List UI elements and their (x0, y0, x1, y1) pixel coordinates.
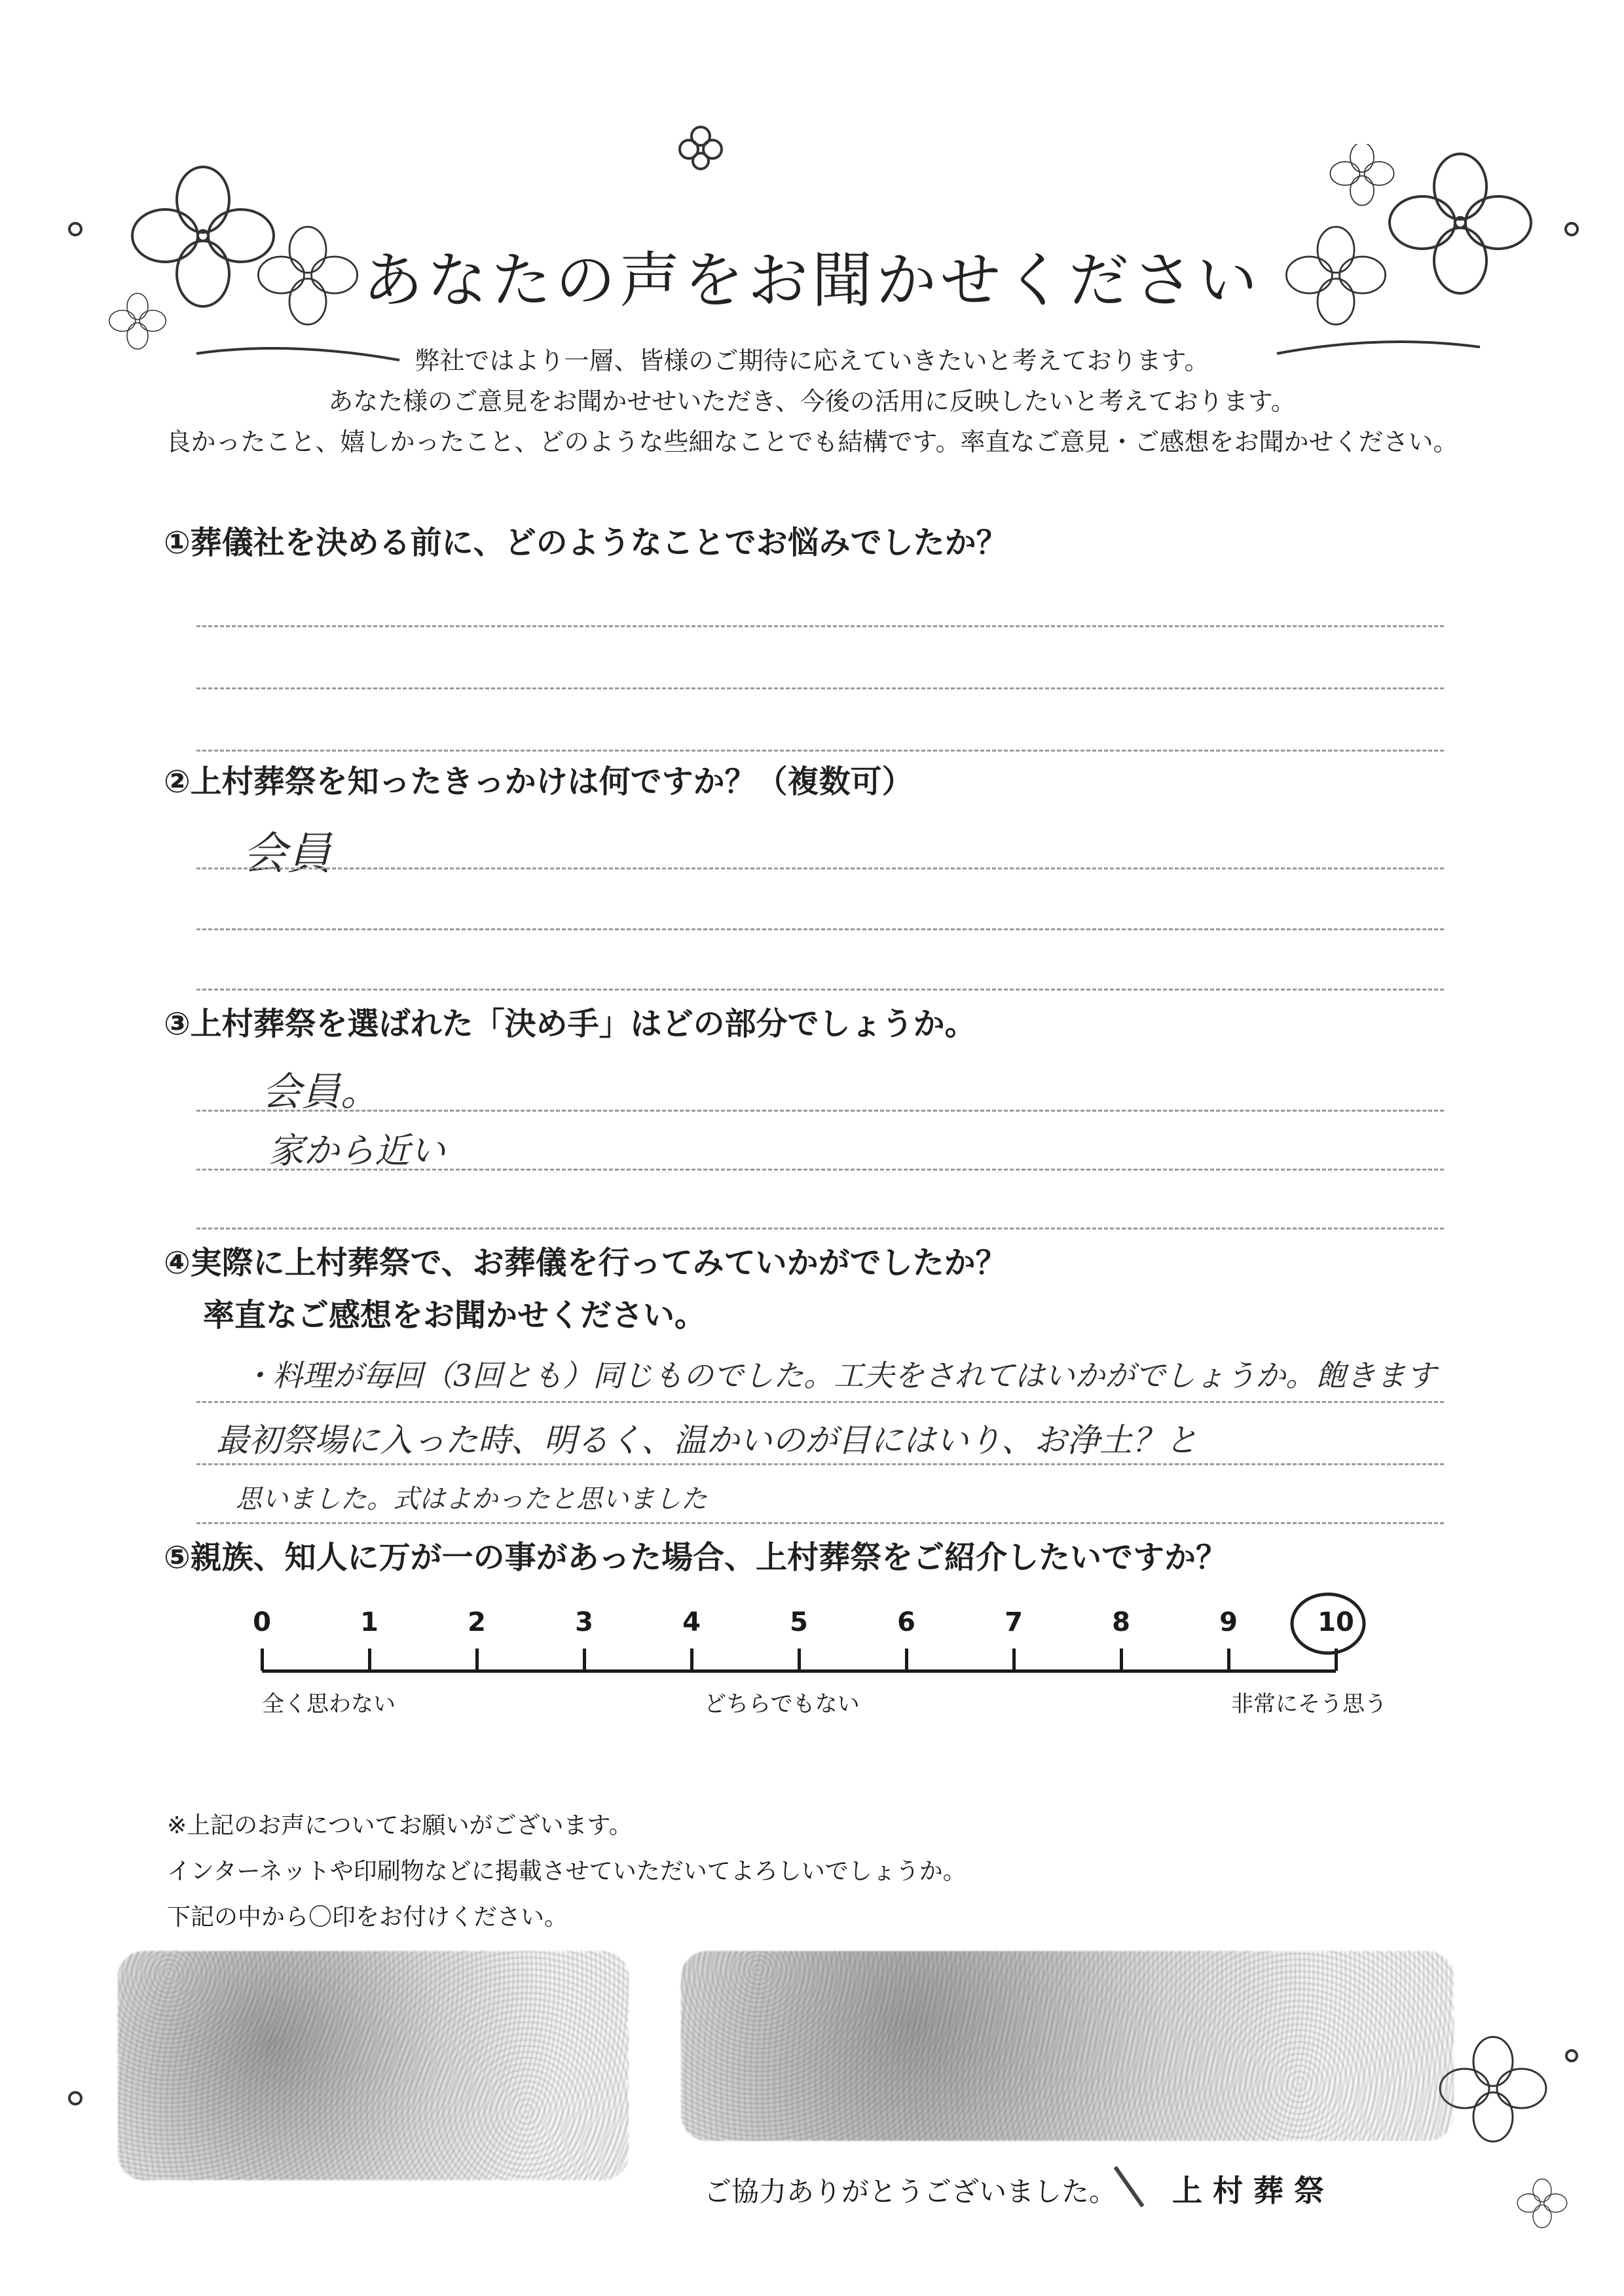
clover-flower-icon (1330, 144, 1393, 206)
scale-tick (798, 1649, 801, 1671)
scale-number: 9 (1219, 1607, 1238, 1637)
redacted-area-left (118, 1951, 629, 2180)
answer-line (196, 687, 1444, 689)
question-5-label: ⑤親族、知人に万が一の事があった場合、上村葬祭をご紹介したいですか？ (164, 1539, 1228, 1576)
clover-flower-icon (680, 127, 722, 169)
question-4-label-line-1: ④実際に上村葬祭で、お葬儀を行ってみていかがでしたか？ (164, 1245, 1007, 1281)
scale-number: 1 (360, 1607, 378, 1637)
notice-line-1: ※上記のお声についてお願いがございます。 (167, 1812, 633, 1839)
question-3-answer-line-1: 会員。 (262, 1069, 380, 1115)
answer-line (196, 1401, 1444, 1403)
notice-line-2: インターネットや印刷物などに掲載させていただいてよろしいでしょうか。 (167, 1858, 967, 1885)
scale-label-mid: どちらでもない (704, 1691, 860, 1717)
question-4-label-line-2: 率直なご感想をお聞かせください。 (203, 1297, 707, 1334)
scale-number: 4 (682, 1607, 701, 1637)
question-4-answer-line-1: ・料理が毎回（3回とも）同じものでした。工夫をされてはいかがでしょうか。飽きます (242, 1358, 1437, 1393)
scale-tick (1012, 1649, 1016, 1671)
scale-tick (261, 1649, 264, 1671)
scale-number: 3 (575, 1607, 593, 1637)
answer-line (196, 625, 1444, 627)
answer-line (196, 1228, 1444, 1230)
scale-number: 7 (1005, 1607, 1023, 1637)
scale-tick (690, 1649, 693, 1671)
scale-number: 0 (253, 1607, 271, 1637)
question-1-label: ①葬儀社を決める前に、どのようなことでお悩みでしたか？ (164, 524, 1008, 561)
answer-line (196, 1110, 1444, 1112)
selected-circle (1283, 1588, 1375, 1660)
answer-line (196, 1522, 1444, 1524)
scale-number: 2 (468, 1607, 486, 1637)
scale-tick (1120, 1649, 1123, 1671)
answer-line (196, 750, 1444, 752)
scale-label-high: 非常にそう思う (1231, 1691, 1387, 1717)
question-4-answer-line-3: 思いました。式はよかったと思いました (236, 1484, 707, 1514)
clover-flower-icon (1517, 2179, 1567, 2228)
dot-ornament-bottom-left (65, 2088, 85, 2108)
answer-line (196, 989, 1444, 991)
page-title: あなたの声をお聞かせください (362, 246, 1261, 316)
answer-line (196, 1463, 1444, 1465)
question-2-answer: 会員 (242, 828, 332, 880)
answer-line (196, 928, 1444, 930)
scale-tick (583, 1649, 586, 1671)
clover-flower-icon (1440, 2037, 1546, 2141)
answer-line (196, 867, 1444, 869)
intro-line-2: あなた様のご意見をお聞かせせいただき、今後の活用に反映したいと考えております。 (328, 387, 1296, 416)
question-2-label: ②上村葬祭を知ったきっかけは何ですか？（複数可） (164, 763, 913, 800)
intro-line-3: 良かったこと、嬉しかったこと、どのような些細なことでも結構です。率直なご意見・ご感想をお聞かせください。 (166, 428, 1458, 456)
scale-tick (1227, 1649, 1230, 1671)
question-4-answer-line-2: 最初祭場に入った時、明るく、温かいのが目にはいり、お浄土？と (216, 1421, 1198, 1459)
notice-line-3: 下記の中から〇印をお付けください。 (167, 1904, 568, 1931)
question-3-answer-line-2: 家から近い (268, 1130, 445, 1171)
answer-line (196, 1169, 1444, 1171)
thanks-text: ご協力ありがとうございました。 (704, 2176, 1117, 2208)
scale-number: 10 (1318, 1607, 1354, 1637)
scale-number: 6 (897, 1607, 915, 1637)
question-3-label: ③上村葬祭を選ばれた「決め手」はどの部分でしょうか。 (164, 1006, 976, 1042)
scale-tick (475, 1649, 479, 1671)
scale-tick (368, 1649, 371, 1671)
redacted-area-right (681, 1951, 1454, 2141)
clover-ornament-top-small (674, 124, 727, 170)
scale-number: 8 (1112, 1607, 1130, 1637)
scale-label-low: 全く思わない (262, 1691, 396, 1717)
pen-stroke (1110, 2160, 1149, 2213)
company-name: 上 村 葬 祭 (1172, 2173, 1325, 2208)
scale-number: 5 (790, 1607, 808, 1637)
scale-tick (905, 1649, 908, 1671)
intro-line-1: 弊社ではより一層、皆様のご期待に応えていきたいと考えております。 (415, 346, 1209, 375)
